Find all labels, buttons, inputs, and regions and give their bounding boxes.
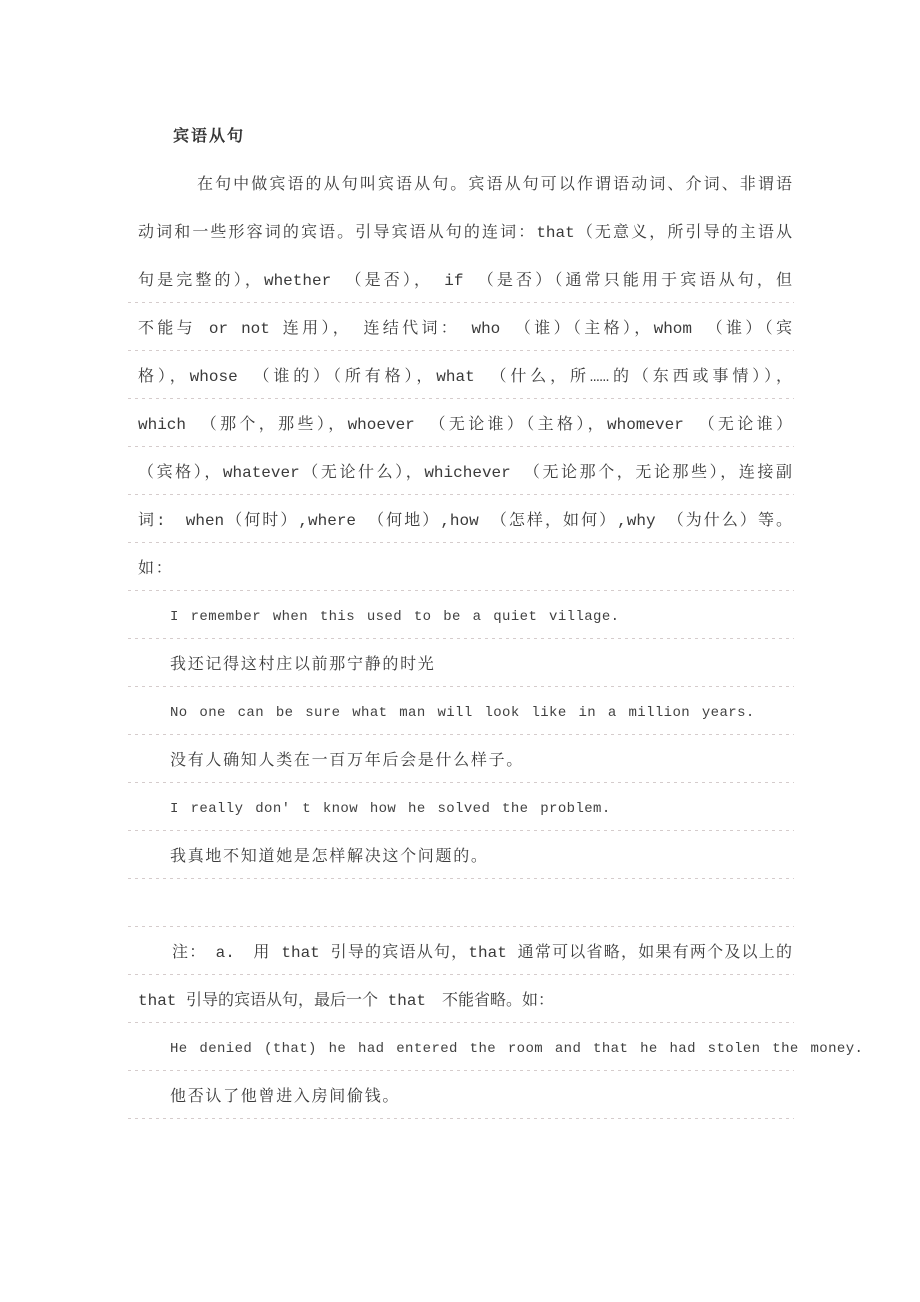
example-translation-zh: 他否认了他曾进入房间偷钱。 [138, 1073, 792, 1121]
paragraph-line: （宾格），whatever（无论什么），whichever （无论那个，无论那些），连接副 [138, 449, 792, 497]
document-body [138, 113, 864, 1121]
doc-title: 宾语从句 [173, 128, 246, 146]
note-line: that 引导的宾语从句，最后一个 that 不能省略。如： [138, 977, 792, 1025]
paragraph-line: 词: when（何时）,where （何地）,how （怎样，如何）,why （为什么）等。 [138, 497, 792, 545]
example-translation-zh: 我真地不知道她是怎样解决这个问题的。 [138, 833, 792, 881]
example-sentence-en: I remember when this used to be a quiet village. [138, 593, 792, 641]
paragraph-line: which （那个，那些），whoever （无论谁）（主格），whomever （无论谁） [138, 401, 792, 449]
paragraph-line: 在句中做宾语的从句叫宾语从句。宾语从句可以作谓语动词、介词、非谓语 [197, 176, 792, 194]
paragraph-end-label: 如： [138, 545, 792, 593]
example-translation-zh: 没有人确知人类在一百万年后会是什么样子。 [138, 737, 792, 785]
example-sentence-en: I really don' t know how he solved the problem. [138, 785, 792, 833]
example-sentence-en: He denied (that) he had entered the room and that he had stolen the money. [138, 1025, 792, 1073]
paragraph-line: 句是完整的），whether （是否）， if （是否）（通常只能用于宾语从句，但 [138, 257, 792, 305]
paragraph-line: 动词和一些形容词的宾语。引导宾语从句的连词：that（无意义，所引导的主语从 [138, 224, 792, 242]
paragraph-line: 格），whose （谁的）（所有格），what （什么，所……的（东西或事情））， [138, 353, 792, 401]
paragraph-line: 不能与 or not 连用）， 连结代词： who （谁）（主格），whom （谁）（宾 [138, 305, 792, 353]
blank-line [138, 881, 792, 929]
example-translation-zh: 我还记得这村庄以前那宁静的时光 [138, 641, 792, 689]
note-line: 注： a. 用 that 引导的宾语从句，that 通常可以省略，如果有两个及以上的 [138, 929, 792, 977]
example-sentence-en: No one can be sure what man will look like in a million years. [138, 689, 792, 737]
